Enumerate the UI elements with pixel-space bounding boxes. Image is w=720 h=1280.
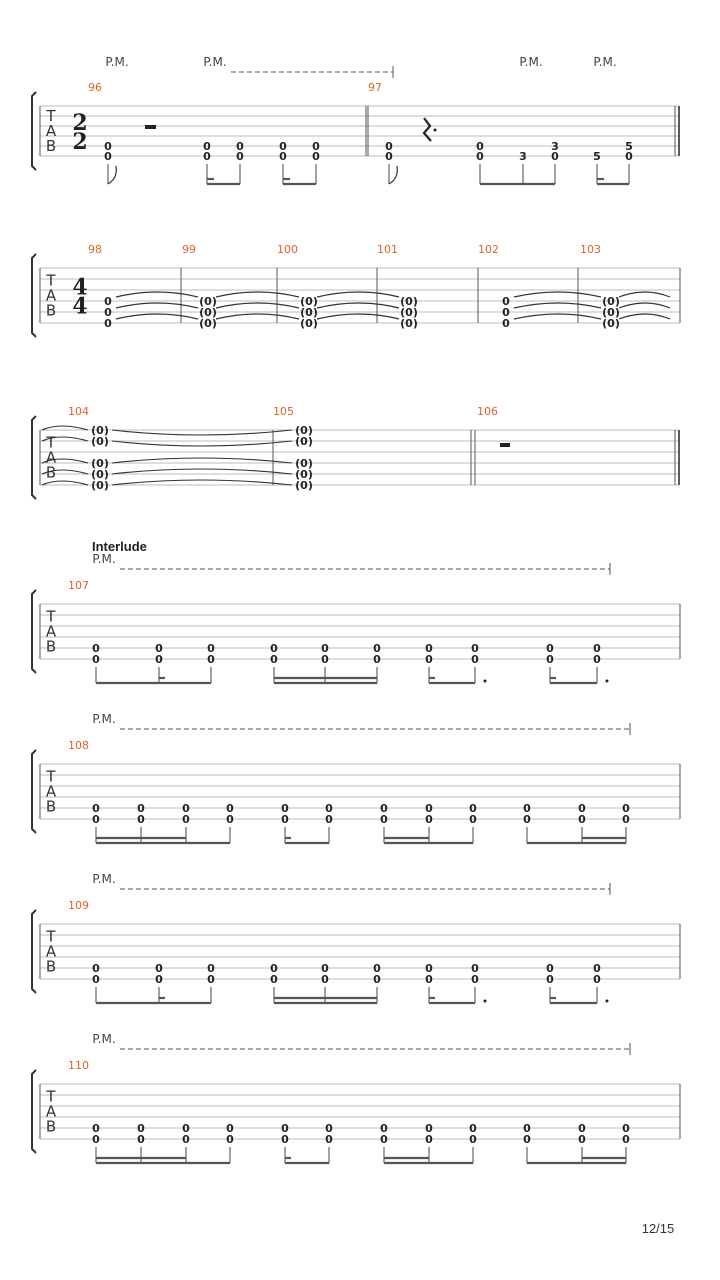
fret-number: 0 [137,1122,145,1135]
fret-number: 0 [92,962,100,975]
system-bracket [32,750,36,833]
tie [112,458,292,463]
fret-number: 0 [104,295,112,308]
measure-number: 105 [273,405,294,418]
tie [116,303,198,308]
fret-number: 0 [281,1122,289,1135]
fret-number: 0 [469,802,477,815]
fret-number: 0 [281,1133,289,1146]
tab-clef [45,434,56,482]
tab-clef-t: T [46,767,56,786]
palm-mute-label: P.M. [92,872,116,886]
fret-number: 0 [104,150,112,163]
fret-number: 0 [325,1122,333,1135]
fret-number: 0 [270,973,278,986]
fret-number: 0 [270,653,278,666]
fret-number: (0) [295,457,313,470]
fret-number: 0 [203,150,211,163]
system-bracket [32,416,36,499]
fret-number: 0 [380,802,388,815]
tab-row-7 [32,1032,680,1163]
fret-number: 0 [373,642,381,655]
fret-number: 0 [203,140,211,153]
fret-number: (0) [400,295,418,308]
fret-number: 0 [380,1133,388,1146]
fret-number: (0) [295,435,313,448]
tie [317,292,399,297]
palm-mute-label: P.M. [92,552,116,566]
fret-number: 0 [622,1122,630,1135]
fret-number: 0 [92,973,100,986]
fret-number: 0 [469,1133,477,1146]
fret-number: (0) [91,479,109,492]
fret-number: (0) [300,317,318,330]
tie [317,314,399,319]
fret-number: 0 [207,642,215,655]
fret-number: 0 [578,813,586,826]
tie [619,292,670,297]
fret-number: (0) [199,295,217,308]
system-bracket [32,92,36,170]
tie [619,314,670,319]
tie [619,303,670,308]
fret-number: 0 [425,1122,433,1135]
palm-mute-label: P.M. [203,55,227,69]
fret-number: 0 [425,973,433,986]
fret-number: 0 [476,140,484,153]
tie [112,430,292,435]
fret-number: 3 [519,150,527,163]
fret-number: 0 [270,642,278,655]
fret-number: 0 [226,1122,234,1135]
rhythm-dot [484,680,487,683]
system-bracket [32,590,36,673]
fret-number: 0 [182,813,190,826]
fret-number: 0 [593,653,601,666]
fret-number: 0 [92,802,100,815]
fret-number: 0 [92,813,100,826]
fret-number: 0 [321,653,329,666]
fret-number: 0 [182,802,190,815]
tab-row-1 [32,55,679,184]
fret-number: 0 [546,653,554,666]
fret-number: 0 [155,642,163,655]
fret-number: 0 [137,802,145,815]
fret-number: (0) [295,468,313,481]
fret-number: 0 [502,306,510,319]
fret-number: 0 [279,150,287,163]
fret-number: 0 [425,642,433,655]
fret-number: (0) [400,317,418,330]
tab-clef-a: A [45,622,57,641]
time-signature-bottom: 2 [72,129,88,155]
fret-number: 0 [104,317,112,330]
tie [317,303,399,308]
fret-number: (0) [602,317,620,330]
tie [216,314,299,319]
fret-number: 0 [425,1133,433,1146]
fret-number: 0 [321,973,329,986]
measure-number: 108 [68,739,89,752]
system-bracket [32,1070,36,1153]
fret-number: 5 [593,150,601,163]
tie [514,314,601,319]
tie [116,314,198,319]
fret-number: 0 [325,813,333,826]
measure-number: 100 [277,243,298,256]
fret-number: (0) [300,295,318,308]
palm-mute-label: P.M. [92,1032,116,1046]
fret-number: 0 [476,150,484,163]
fret-number: (0) [199,317,217,330]
fret-number: 0 [155,653,163,666]
tie [216,303,299,308]
tab-clef-b: B [45,1117,57,1136]
fret-number: 0 [312,140,320,153]
fret-number: 0 [155,973,163,986]
fret-number: 0 [523,802,531,815]
fret-number: 0 [593,973,601,986]
half-rest [145,125,156,129]
measure-number: 98 [88,243,102,256]
fret-number: 0 [380,813,388,826]
tab-clef-a: A [45,782,57,801]
time-signature-top: 2 [72,110,88,136]
fret-number: 0 [281,802,289,815]
fret-number: 0 [385,150,393,163]
note-flag [108,166,116,184]
tie-continuation [42,426,88,430]
tab-clef [45,768,56,816]
measure-number: 101 [377,243,398,256]
fret-number: 0 [471,653,479,666]
fret-number: 0 [92,1122,100,1135]
tab-clef [45,272,56,320]
fret-number: 0 [622,813,630,826]
tab-clef-a: A [45,1102,57,1121]
palm-mute-label: P.M. [593,55,617,69]
fret-number: 0 [578,802,586,815]
tab-clef-a: A [45,122,57,140]
tab-clef [45,928,56,976]
fret-number: 0 [104,306,112,319]
fret-number: (0) [199,306,217,319]
section-label: Interlude [92,539,147,554]
tie [514,303,601,308]
system-bracket [32,910,36,993]
tie [112,441,292,446]
measure-number: 97 [368,81,382,94]
fret-number: 0 [523,1133,531,1146]
tab-clef-b: B [45,137,57,155]
fret-number: 3 [551,140,559,153]
tab-row-5 [32,712,680,843]
fret-number: 0 [207,653,215,666]
tab-clef-a: A [45,448,57,467]
fret-number: (0) [295,479,313,492]
fret-number: 5 [625,140,633,153]
fret-number: 0 [92,1133,100,1146]
rest-dot [434,129,437,132]
fret-number: 0 [137,1133,145,1146]
tab-clef-t: T [46,607,56,626]
fret-number: 0 [622,1133,630,1146]
fret-number: 0 [137,813,145,826]
fret-number: 0 [373,962,381,975]
fret-number: 0 [425,653,433,666]
fret-number: (0) [91,435,109,448]
fret-number: 0 [104,140,112,153]
measure-number: 106 [477,405,498,418]
fret-number: 0 [551,150,559,163]
fret-number: 0 [226,802,234,815]
system-bracket [32,254,36,337]
fret-number: 0 [578,1133,586,1146]
whole-rest [500,443,510,447]
fret-number: 0 [270,962,278,975]
tab-clef-b: B [45,637,57,656]
fret-number: 0 [281,813,289,826]
fret-number: 0 [502,295,510,308]
fret-number: 0 [373,973,381,986]
tab-clef-t: T [46,271,56,290]
tab-row-2 [32,243,680,337]
measure-number: 102 [478,243,499,256]
fret-number: 0 [226,813,234,826]
tab-row-4 [32,539,680,683]
quarter-rest [424,118,431,141]
fret-number: 0 [182,1133,190,1146]
measure-number: 110 [68,1059,89,1072]
fret-number: 0 [471,973,479,986]
fret-number: 0 [502,317,510,330]
fret-number: 0 [425,802,433,815]
tab-clef-b: B [45,463,57,482]
tab-clef-b: B [45,957,57,976]
measure-number: 103 [580,243,601,256]
tab-clef [45,107,56,155]
fret-number: 0 [385,140,393,153]
fret-number: 0 [546,973,554,986]
fret-number: 0 [593,962,601,975]
fret-number: (0) [91,468,109,481]
fret-number: 0 [523,1122,531,1135]
tab-clef-t: T [46,107,56,125]
fret-number: 0 [578,1122,586,1135]
fret-number: 0 [325,802,333,815]
rhythm-dot [606,680,609,683]
fret-number: (0) [91,457,109,470]
fret-number: 0 [312,150,320,163]
tie [216,292,299,297]
note-flag [389,166,397,184]
tab-row-3 [32,405,679,499]
fret-number: 0 [92,642,100,655]
palm-mute-label: P.M. [92,712,116,726]
fret-number: 0 [625,150,633,163]
fret-number: 0 [207,962,215,975]
tab-clef-a: A [45,942,57,961]
fret-number: 0 [593,642,601,655]
fret-number: 0 [380,1122,388,1135]
tie [112,480,292,485]
measure-number: 107 [68,579,89,592]
fret-number: (0) [91,424,109,437]
fret-number: 0 [236,140,244,153]
fret-number: 0 [236,150,244,163]
fret-number: 0 [182,1122,190,1135]
fret-number: 0 [279,140,287,153]
palm-mute-label: P.M. [105,55,129,69]
fret-number: 0 [226,1133,234,1146]
tab-clef-b: B [45,301,57,320]
tie-continuation [42,481,88,485]
measure-number: 109 [68,899,89,912]
fret-number: 0 [321,962,329,975]
fret-number: (0) [400,306,418,319]
time-signature-bottom: 4 [72,293,88,320]
time-signature-top: 4 [72,274,88,301]
fret-number: 0 [373,653,381,666]
tab-clef [45,608,56,656]
fret-number: 0 [321,642,329,655]
tab-clef-t: T [46,433,56,452]
fret-number: 0 [207,973,215,986]
tie [116,292,198,297]
measure-number: 104 [68,405,89,418]
fret-number: (0) [602,306,620,319]
fret-number: 0 [155,962,163,975]
tab-row-6 [32,872,680,1003]
fret-number: 0 [425,813,433,826]
tab-clef [45,1088,56,1136]
tab-clef-b: B [45,797,57,816]
tab-clef-a: A [45,286,57,305]
rhythm-dot [484,1000,487,1003]
fret-number: 0 [622,802,630,815]
fret-number: 0 [469,1122,477,1135]
fret-number: (0) [300,306,318,319]
tab-clef-t: T [46,1087,56,1106]
page-number: 12/15 [641,1221,675,1236]
fret-number: 0 [546,642,554,655]
tab-clef-t: T [46,927,56,946]
fret-number: 0 [469,813,477,826]
measure-number: 96 [88,81,102,94]
fret-number: 0 [325,1133,333,1146]
rhythm-dot [606,1000,609,1003]
fret-number: 0 [523,813,531,826]
fret-number: (0) [602,295,620,308]
fret-number: (0) [295,424,313,437]
fret-number: 0 [471,642,479,655]
fret-number: 0 [425,962,433,975]
tie [514,292,601,297]
fret-number: 0 [92,653,100,666]
fret-number: 0 [471,962,479,975]
measure-number: 99 [182,243,196,256]
tie [112,469,292,474]
palm-mute-label: P.M. [519,55,543,69]
fret-number: 0 [546,962,554,975]
